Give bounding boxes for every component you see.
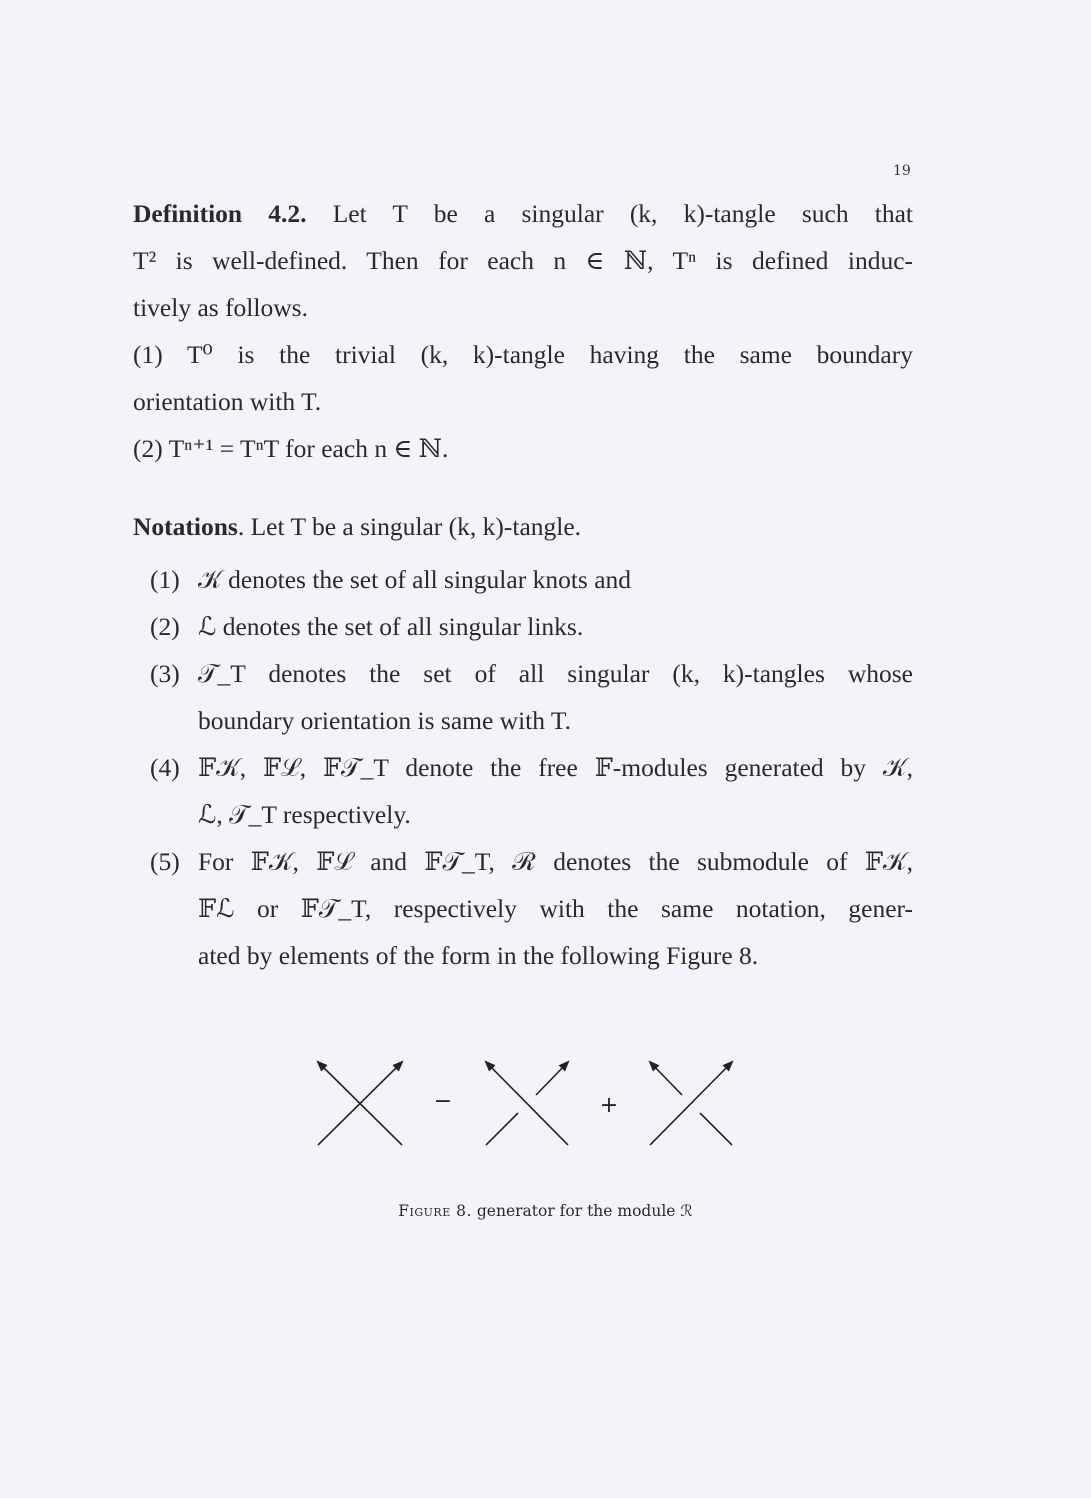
notation-item-number: (3) — [150, 659, 180, 688]
notation-item-text: ℒ denotes the set of all singular links. — [198, 612, 584, 641]
notation-item-line: boundary orientation is same with T. — [198, 706, 571, 735]
definition-item-1-line-2: orientation with T. — [133, 387, 322, 416]
singular-crossing-diagram — [318, 1062, 402, 1145]
notation-item-line: ated by elements of the form in the following Figure 8. — [198, 941, 759, 970]
figure-caption-label: Figure 8. — [398, 1202, 472, 1220]
notation-item-text: 𝒦 denotes the set of all singular knots and — [198, 565, 632, 594]
figure-8-diagram — [300, 1050, 750, 1160]
notation-item-line: 𝔽𝒦, 𝔽ℒ, 𝔽𝒯_T denote the free 𝔽-modules generated by 𝒦, — [198, 753, 913, 782]
page-number: 19 — [893, 163, 911, 179]
definition-line-1 — [133, 190, 913, 237]
notations-intro — [133, 503, 913, 550]
notation-item-number: (2) — [150, 612, 180, 641]
definition-block — [133, 190, 913, 237]
negative-crossing-diagram — [650, 1062, 732, 1145]
notation-item-number: (4) — [150, 753, 180, 782]
definition-line-2: T² is well-defined. Then for each n ∈ ℕ, Tⁿ is defined induc- — [133, 246, 913, 275]
plus-sign: + — [599, 1093, 619, 1118]
notation-item-2 — [150, 603, 913, 650]
definition-line-3: tively as follows. — [133, 293, 308, 322]
notation-item-line: For 𝔽𝒦, 𝔽ℒ and 𝔽𝒯_T, ℛ denotes the submodule of 𝔽𝒦, — [198, 847, 913, 876]
figure-caption — [0, 1202, 1091, 1220]
notation-item-line: 𝔽ℒ or 𝔽𝒯_T, respectively with the same notation, gener- — [198, 894, 913, 923]
definition-heading: Definition 4.2. — [133, 199, 307, 228]
definition-item-2: (2) Tⁿ⁺¹ = TⁿT for each n ∈ ℕ. — [133, 434, 449, 463]
notation-item-number: (1) — [150, 565, 180, 594]
notations-heading: Notations — [133, 512, 238, 541]
definition-item-1-line-1: (1) T⁰ is the trivial (k, k)-tangle having the same boundary — [133, 340, 913, 369]
figure-caption-text: generator for the module ℛ — [476, 1202, 693, 1220]
minus-sign: − — [433, 1089, 453, 1114]
notation-item-line: 𝒯_T denotes the set of all singular (k, k)-tangles whose — [198, 659, 913, 688]
notation-item-5 — [150, 838, 913, 979]
notation-item-number: (5) — [150, 847, 180, 876]
notation-item-1 — [150, 556, 913, 603]
definition-line1-text: Let T be a singular (k, k)-tangle such that — [332, 199, 914, 228]
positive-crossing-diagram — [486, 1062, 568, 1145]
notation-item-line: ℒ, 𝒯_T respectively. — [198, 800, 411, 829]
notation-item-3 — [150, 650, 913, 744]
notations-intro-text: . Let T be a singular (k, k)-tangle. — [237, 512, 582, 541]
notations-list — [150, 556, 913, 979]
notation-item-4 — [150, 744, 913, 838]
